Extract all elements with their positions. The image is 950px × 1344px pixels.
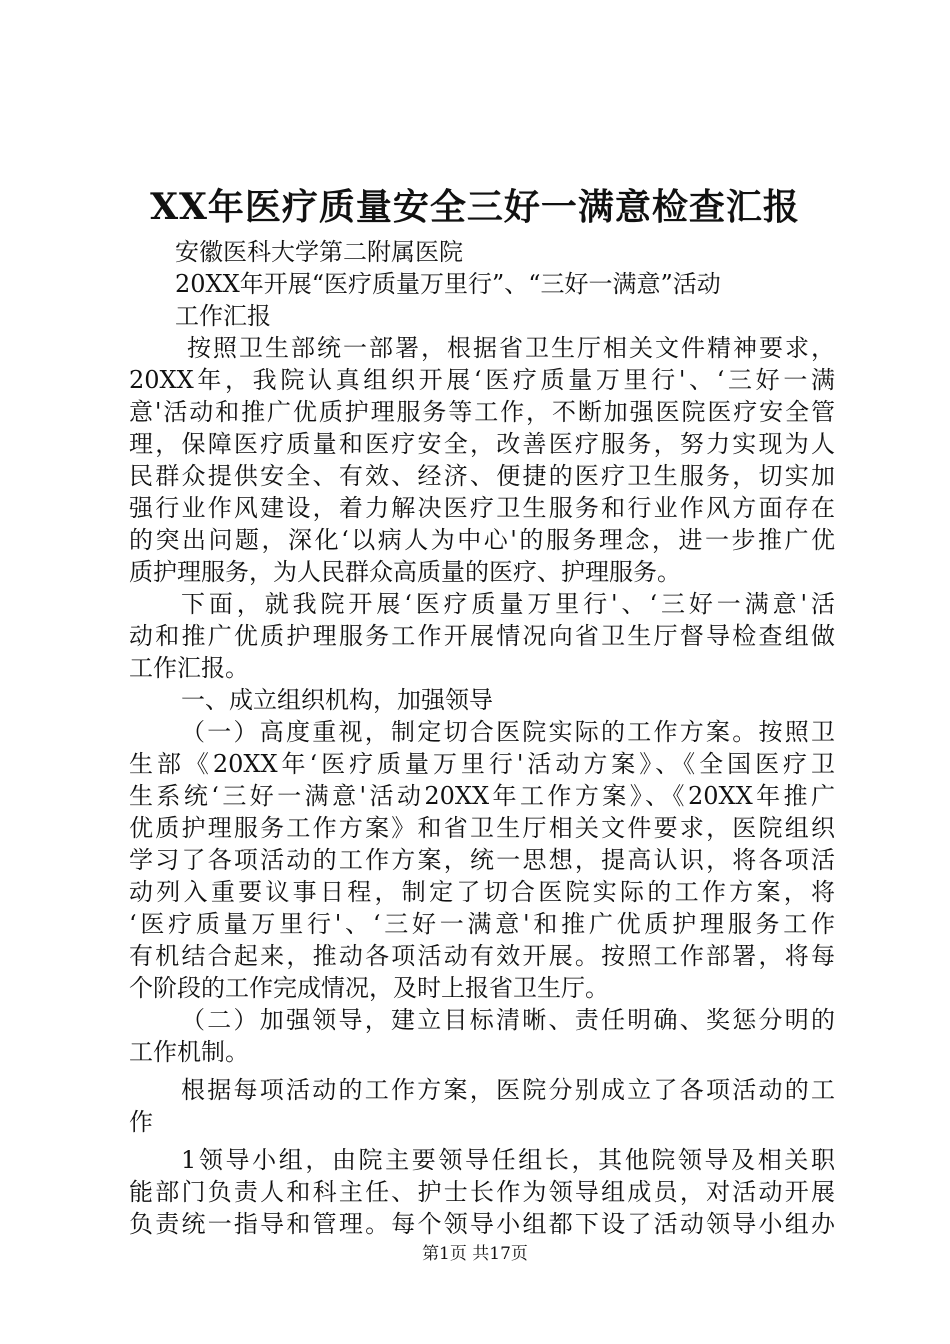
text-line: 生部《20XX年‘医疗质量万里行'活动方案》、《全国医疗卫 (129, 750, 835, 778)
text-line: 质护理服务，为人民群众高质量的医疗、护理服务。 (129, 558, 681, 586)
document-title: XX年医疗质量安全三好一满意检查汇报 (150, 186, 800, 228)
text-line: 理，保障医疗质量和医疗安全，改善医疗服务，努力实现为人 (129, 430, 835, 458)
text-line: 动和推广优质护理服务工作开展情况向省卫生厅督导检查组做 (129, 622, 835, 650)
text-line: 按照卫生部统一部署，根据省卫生厅相关文件精神要求， (187, 334, 835, 362)
text-line: 1领导小组，由院主要领导任组长，其他院领导及相关职 (181, 1146, 835, 1174)
text-line: 的突出问题，深化‘以病人为中心'的服务理念，进一步推广优 (129, 526, 835, 554)
text-line: 能部门负责人和科主任、护士长作为领导组成员，对活动开展 (129, 1178, 835, 1206)
text-line: 有机结合起来，推动各项活动有效开展。按照工作部署，将每 (129, 942, 835, 970)
text-line: ‘医疗质量万里行'、‘三好一满意'和推广优质护理服务工作 (129, 910, 835, 938)
text-line: 意'活动和推广优质护理服务等工作，不断加强医院医疗安全管 (129, 398, 835, 426)
text-line: （一）高度重视，制定切合医院实际的工作方案。按照卫 (181, 718, 835, 746)
document-body (129, 236, 835, 1240)
text-line: 工作机制。 (129, 1038, 249, 1066)
text-line: 作 (129, 1108, 153, 1136)
text-line: （二）加强领导，建立目标清晰、责任明确、奖惩分明的 (181, 1006, 835, 1034)
text-line: 优质护理服务工作方案》和省卫生厅相关文件要求，医院组织 (129, 814, 835, 842)
text-line: 20XX年，我院认真组织开展‘医疗质量万里行'、‘三好一满 (129, 366, 835, 394)
text-line: 强行业作风建设，着力解决医疗卫生服务和行业作风方面存在 (129, 494, 835, 522)
text-line: 工作汇报。 (129, 654, 249, 682)
text-line: 根据每项活动的工作方案，医院分别成立了各项活动的工 (181, 1076, 835, 1104)
text-line: 学习了各项活动的工作方案，统一思想，提高认识，将各项活 (129, 846, 835, 874)
page-footer: 第1页 共17页 (422, 1244, 528, 1264)
text-line: 民群众提供安全、有效、经济、便捷的医疗卫生服务，切实加 (129, 462, 835, 490)
text-line: 动列入重要议事日程，制定了切合医院实际的工作方案，将 (129, 878, 835, 906)
text-line: 生系统‘三好一满意'活动20XX年工作方案》、《20XX年推广 (129, 782, 835, 810)
text-line: 安徽医科大学第二附属医院 (175, 238, 463, 266)
text-line: 20XX年开展“医疗质量万里行”、“三好一满意”活动 (175, 270, 721, 298)
text-line: 负责统一指导和管理。每个领导小组都下设了活动领导小组办 (129, 1210, 835, 1238)
text-line: 工作汇报 (175, 302, 271, 330)
text-line: 一、成立组织机构，加强领导 (181, 686, 493, 714)
text-line: 下面，就我院开展‘医疗质量万里行'、‘三好一满意'活 (181, 590, 835, 618)
text-line: 个阶段的工作完成情况，及时上报省卫生厅。 (129, 974, 609, 1002)
